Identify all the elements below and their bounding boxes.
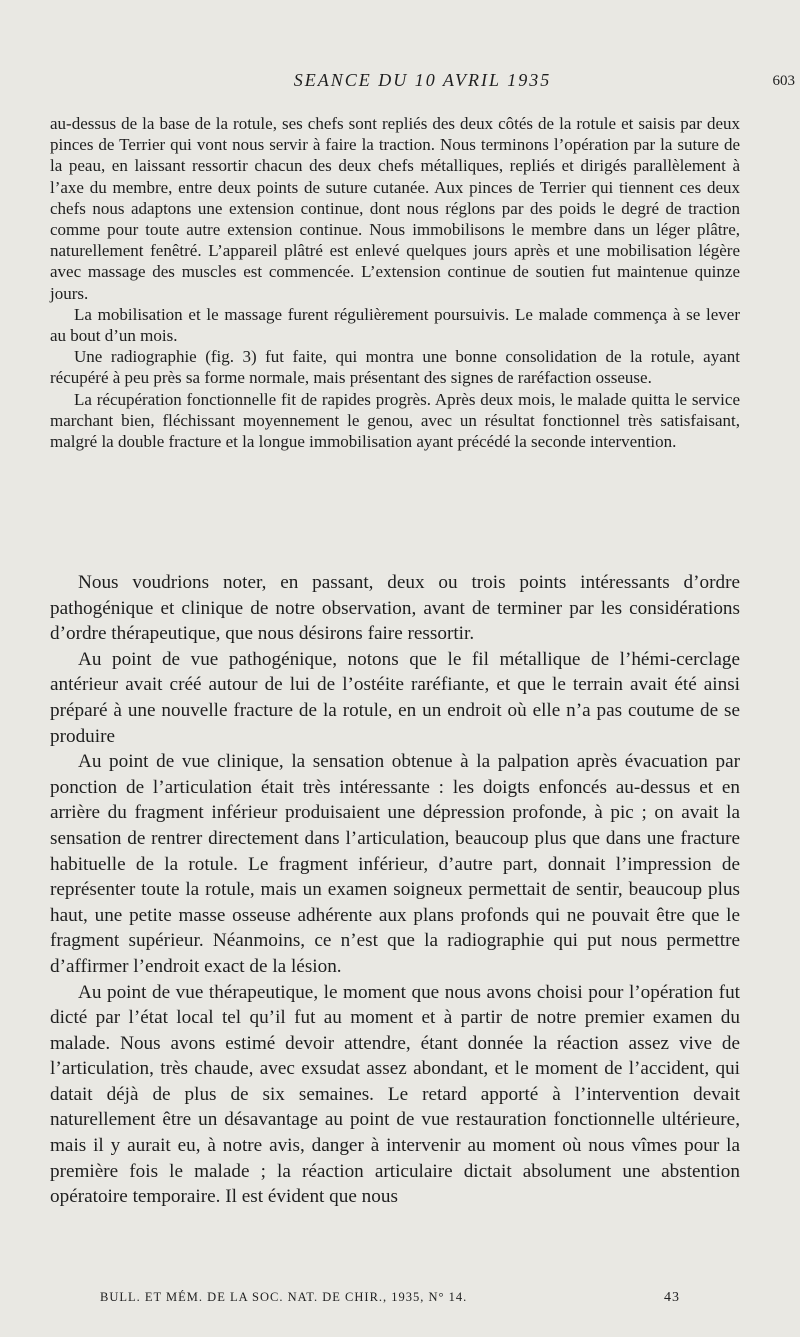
paragraph: Au point de vue thérapeutique, le moment que nous avons choisi pour l’opération fut dicté par l’état local tel qu’il fut au moment et à partir de notre premier examen du malade. Nous avons estimé devoir attendre, étant donnée la réaction assez vive de l’articulation, très chaude, avec exsudat assez abondant, et le moment de l’accident, qui datait déjà de plus de six semaines. Le retard apporté à l’intervention devait naturellement être un désavantage au point de vue restauration fonctionnelle ultérieure, mais il y aurait eu, à notre avis, danger à intervenir au moment où nous vîmes pour la première fois le malade ; la réaction articulaire dictait absolument une abstention opératoire temporaire. Il est évident que nous bbox=[50, 981, 740, 1208]
folio-number: 43 bbox=[664, 1290, 680, 1305]
page-number: 603 bbox=[772, 73, 795, 89]
paragraph: Au point de vue clinique, la sensation obtenue à la palpation après évacuation par ponction de l’articulation était très intéressante : les doigts enfoncés au-dessus et en arrière du fragment inférieur produisaient une dépression profonde, à pic ; on avait la sensation de rentrer directement dans l’articulation, beaucoup plus que dans une fracture habituelle de la rotule. Le fragment inférieur, d’autre part, donnait l’impression de représenter toute la rotule, mais un examen soigneux permettait de sentir, beaucoup plus haut, une petite masse osseuse adhérente aux plans profonds qui ne pouvait être que le fragment supérieur. Néanmoins, ce n’est que la radiographie qui put nous permettre d’affirmer l’endroit exact de la lésion. bbox=[50, 751, 740, 977]
paragraph: Au point de vue pathogénique, notons que le fil métallique de l’hémi-cerclage antérieur avait créé autour de lui de l’ostéite raréfiante, et que le terrain avait été ainsi préparé à une nouvelle fracture de la rotule, en un endroit où elle n’a pas coutume de se produire bbox=[50, 648, 740, 747]
paragraph: au-dessus de la base de la rotule, ses chefs sont repliés des deux côtés de la rotule et saisis par deux pinces de Terrier qui vont nous servir à faire la traction. Nous terminons l’opération par la suture de la peau, en laissant ressortir chacun des deux chefs métalliques, repliés et dirigés parallèlement à l’axe du membre, entre deux points de suture cutanée. Aux pinces de Terrier qui tiennent ces deux chefs nous adaptons une extension continue, dont nous réglons par des poids le degré de traction comme pour toute autre extension continue. Nous immobilisons le membre dans un léger plâtre, naturellement fenêtré. L’appareil plâtré est enlevé quelques jours après et une mobilisation légère avec massage des muscles est commencée. L’extension continue de soutien fut maintenue quinze jours. bbox=[50, 114, 740, 303]
paragraph: Une radiographie (fig. 3) fut faite, qui montra une bonne consolidation de la rotule, ayant récupéré à peu près sa forme normale, mais présentant des signes de raréfaction osseuse. bbox=[50, 347, 740, 388]
paragraph: Nous voudrions noter, en passant, deux ou trois points intéressants d’ordre pathogénique et clinique de notre observation, avant de terminer par les considérations d’ordre thérapeutique, que nous désirons faire ressortir. bbox=[50, 572, 740, 645]
paragraph: La mobilisation et le massage furent régulièrement poursuivis. Le malade commença à se lever au bout d’un mois. bbox=[50, 304, 740, 346]
paragraph: La récupération fonctionnelle fit de rapides progrès. Après deux mois, le malade quitta le service marchant bien, fléchissant moyennement le genou, avec un résultat fonctionnel très satisfaisant, malgré la double fracture et la longue immobilisation ayant précédé la seconde intervention. bbox=[50, 389, 740, 452]
header-title: SEANCE DU 10 AVRIL 1935 bbox=[293, 70, 552, 90]
main-text-section bbox=[50, 570, 740, 1210]
small-print-section bbox=[50, 113, 740, 452]
running-header bbox=[50, 70, 795, 98]
journal-reference: BULL. ET MÉM. DE LA SOC. NAT. DE CHIR., 1935, N° 14. bbox=[100, 1290, 468, 1304]
